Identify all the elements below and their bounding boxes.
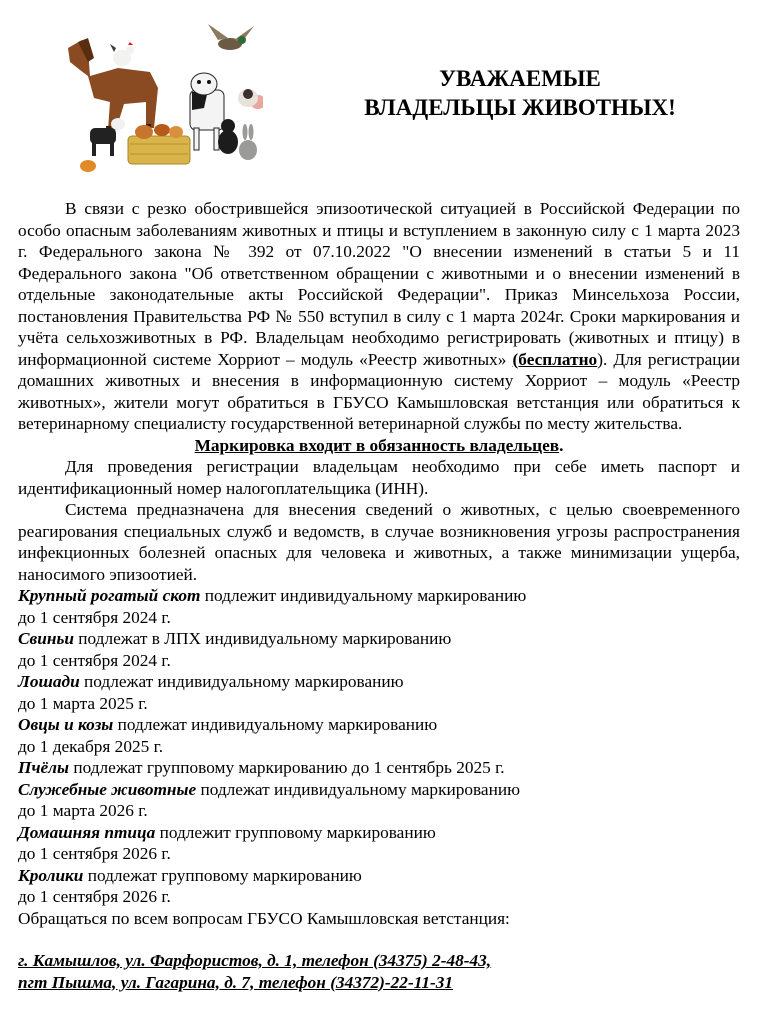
schedule-animal: Крупный рогатый скот <box>18 586 201 605</box>
schedule-item <box>18 757 740 779</box>
sheep-icon <box>238 89 258 107</box>
schedule-rule: подлежат групповому маркированию <box>83 865 362 885</box>
schedule-rule: подлежит групповому маркированию <box>155 822 436 842</box>
schedule-deadline: до 1 сентября 2024 г. <box>18 607 171 627</box>
free-label: (бесплатно <box>512 349 598 369</box>
schedule-item <box>18 822 740 844</box>
intro-paragraph <box>18 198 740 435</box>
schedule-deadline: до 1 сентября 2024 г. <box>18 650 171 670</box>
schedule-item <box>18 628 740 650</box>
farm-animals-illustration <box>58 18 263 178</box>
rabbit-icon <box>239 124 257 160</box>
chick-icon <box>80 160 96 172</box>
schedule-animal: Кролики <box>18 865 84 885</box>
notice-body <box>18 198 740 993</box>
schedule-item <box>18 865 740 887</box>
schedule-item <box>18 585 740 607</box>
schedule-item <box>18 671 740 693</box>
goat-icon <box>90 118 125 156</box>
schedule-animal: Пчёлы <box>18 758 70 777</box>
schedule-deadline: до 1 марта 2026 г. <box>18 801 148 820</box>
schedule-item <box>18 779 740 801</box>
marking-schedule <box>18 585 740 908</box>
contact-addresses <box>18 950 740 993</box>
system-purpose-paragraph: Система предназначена для внесения сведений о животных, с целью своевременного реагирования специальных служб и ведомств, в случае возникновения угрозы распространения инфекционных болезней опасных для человека и животных, а также минимизации ущерба, наносимого эпизоотией. <box>18 500 740 584</box>
schedule-rule: подлежит индивидуальному маркированию <box>200 586 527 605</box>
title-line-1: УВАЖАЕМЫЕ <box>439 66 601 91</box>
hay-bale-icon <box>128 136 190 164</box>
schedule-rule: подлежат в ЛПХ индивидуальному маркированию <box>73 629 452 648</box>
schedule-animal: Свиньи <box>18 629 74 648</box>
schedule-deadline: до 1 марта 2025 г. <box>18 693 148 713</box>
schedule-animal: Служебные животные <box>18 779 197 799</box>
schedule-deadline: до 1 сентября 2026 г. <box>18 844 171 863</box>
contact-intro: Обращаться по всем вопросам ГБУСО Камышловская ветстанция: <box>18 908 510 928</box>
duck-icon <box>208 24 254 50</box>
schedule-rule: подлежат индивидуальному маркированию <box>113 715 438 734</box>
duty-line <box>18 435 740 457</box>
schedule-animal: Домашняя птица <box>18 822 156 842</box>
duty-label: Маркировка входит в обязанность владельцев <box>194 435 560 455</box>
schedule-animal: Овцы и козы <box>18 715 114 734</box>
schedule-deadline: до 1 сентября 2026 г. <box>18 887 171 906</box>
intro-text: В связи с резко обострившейся эпизоотической ситуацией в Российской Федерации по особо опасным заболеваниям животных и птицы и вступлением в законную силу с 1 марта 2023 г. Федерального закона № 392 от 07.10.2022 "О внесении изменений в статьи 5 и 11 Федерального закона "Об ответственном обращении с животными и о внесении изменений в отдельные законодательные акты Российской Федерации". Приказ Минсельхоза России, постановления Правительства РФ № 550 вступил в силу с 1 марта 2024г. Сроки маркирования и учёта сельхозживотных в РФ. Владельцам необходимо регистрировать (животных и птицу) в информационной системе Хорриот – модуль «Реестр животных» <box>18 199 740 369</box>
schedule-animal: Лошади <box>18 672 80 691</box>
contact-address-kamyshlov: г. Камышлов, ул. Фарфористов, д. 1, телефон (34375) 2-48-43, <box>18 951 492 970</box>
title-line-2: ВЛАДЕЛЬЦЫ ЖИВОТНЫХ! <box>364 95 676 120</box>
page-title <box>320 64 720 122</box>
schedule-deadline: до 1 декабря 2025 г. <box>18 736 164 756</box>
duty-end: . <box>559 435 564 455</box>
schedule-rule: подлежат групповому маркированию до 1 сентябрь 2025 г. <box>69 758 505 777</box>
schedule-rule: подлежат индивидуальному маркированию <box>196 779 521 799</box>
schedule-rule: подлежат индивидуальному маркированию <box>79 672 404 691</box>
intro-text-tail: ). Для регистрации домашних животных и внесения в информационную систему Хорриот – модуль «Реестр животных», жители могут обратиться в ГБУСО Камышловская ветстанция или обратиться к ветеринарному специалисту государственной ветеринарной службы по месту жительства. <box>18 349 740 433</box>
rooster-icon <box>110 42 134 66</box>
registration-paragraph: Для проведения регистрации владельцам необходимо при себе иметь паспорт и идентификационный номер налогоплательщика (ИНН). <box>18 457 740 498</box>
schedule-item <box>18 714 740 736</box>
contact-address-pyshma: пгт Пышма, ул. Гагарина, д. 7, телефон (34372)-22-11-31 <box>18 972 454 992</box>
